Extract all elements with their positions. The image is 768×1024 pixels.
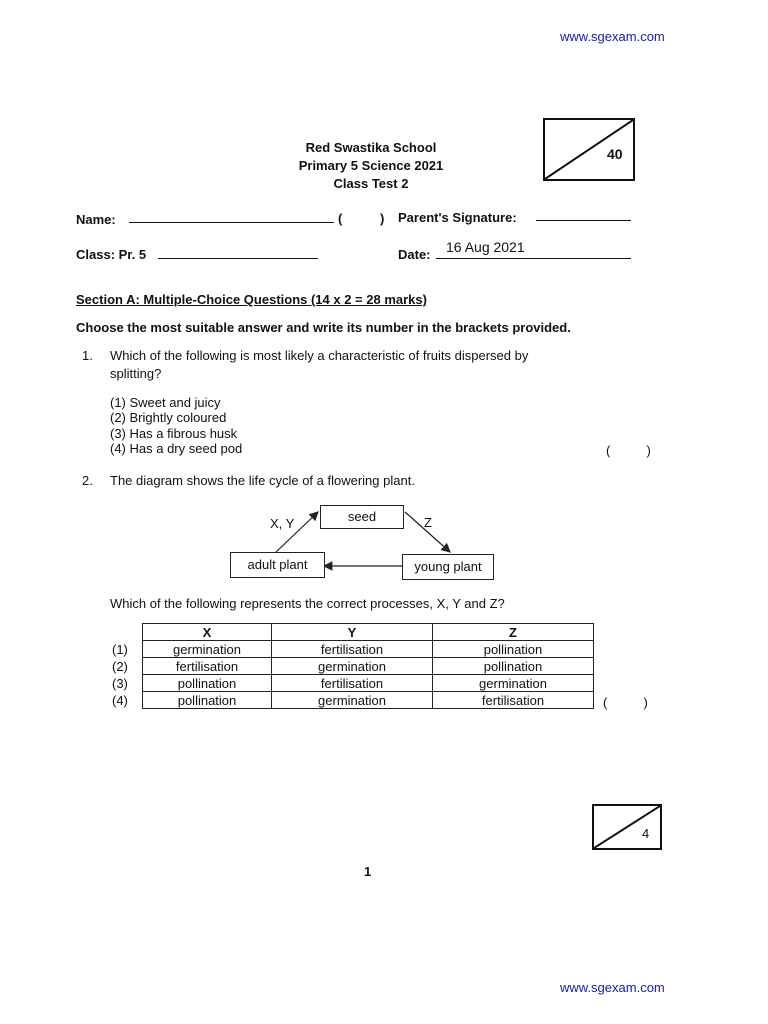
table-header-y: Y xyxy=(272,624,433,641)
table-cell: pollination xyxy=(143,675,272,692)
table-cell: germination xyxy=(272,658,433,675)
site-url-top[interactable]: www.sgexam.com xyxy=(560,29,665,44)
total-marks-box xyxy=(543,118,635,181)
table-row xyxy=(112,675,594,692)
table-row xyxy=(112,641,594,658)
table-cell: fertilisation xyxy=(272,641,433,658)
q2-question: Which of the following represents the correct processes, X, Y and Z? xyxy=(110,596,505,611)
q1-text-line1: Which of the following is most likely a characteristic of fruits dispersed by xyxy=(110,348,529,363)
page-number: 1 xyxy=(364,864,372,879)
q2-text: The diagram shows the life cycle of a flowering plant. xyxy=(110,473,415,488)
site-url-bottom[interactable]: www.sgexam.com xyxy=(560,980,665,995)
table-row xyxy=(112,692,594,709)
table-row-number: (3) xyxy=(112,675,128,691)
q2-options-table xyxy=(112,623,594,709)
table-row-number: (1) xyxy=(112,641,128,657)
table-corner xyxy=(112,624,143,641)
date-field-line[interactable] xyxy=(436,258,631,259)
date-label: Date: xyxy=(398,247,431,262)
total-marks-value: 40 xyxy=(607,146,623,162)
parent-signature-line[interactable] xyxy=(536,220,631,221)
name-label: Name: xyxy=(76,212,116,227)
diagram-adult-plant-box: adult plant xyxy=(230,552,325,578)
class-label: Class: Pr. 5 xyxy=(76,247,147,262)
test-title: Class Test 2 xyxy=(333,176,409,191)
q1-option-2: (2) Brightly coloured xyxy=(110,410,227,425)
q1-text-line2: splitting? xyxy=(110,366,162,381)
date-value: 16 Aug 2021 xyxy=(446,239,525,255)
q1-answer-bracket[interactable]: ( ) xyxy=(606,443,651,458)
life-cycle-diagram xyxy=(228,500,498,585)
subtotal-marks-value: 4 xyxy=(642,826,650,841)
table-header-x: X xyxy=(143,624,272,641)
section-a-instruction: Choose the most suitable answer and write its number in the brackets provided. xyxy=(76,320,571,335)
table-cell: fertilisation xyxy=(433,692,594,709)
school-name: Red Swastika School xyxy=(305,140,437,155)
table-cell: fertilisation xyxy=(143,658,272,675)
table-cell: pollination xyxy=(433,658,594,675)
parent-signature-label: Parent's Signature: xyxy=(398,210,517,225)
table-cell: germination xyxy=(272,692,433,709)
q1-option-1: (1) Sweet and juicy xyxy=(110,395,221,410)
table-header-row xyxy=(112,624,594,641)
diagram-seed-box: seed xyxy=(320,505,404,529)
q2-number: 2. xyxy=(82,473,93,488)
class-field-line[interactable] xyxy=(158,258,318,259)
subtotal-diagonal-icon xyxy=(594,806,660,848)
q1-option-3: (3) Has a fibrous husk xyxy=(110,426,238,441)
diagram-young-plant-box: young plant xyxy=(402,554,494,580)
subtotal-marks-box xyxy=(592,804,662,850)
table-header-z: Z xyxy=(433,624,594,641)
name-field-line[interactable] xyxy=(129,222,334,223)
table-cell: germination xyxy=(433,675,594,692)
q2-answer-bracket[interactable]: ( ) xyxy=(603,695,648,710)
table-cell: pollination xyxy=(143,692,272,709)
diagram-label-xy: X, Y xyxy=(270,516,295,531)
table-row-number: (2) xyxy=(112,658,128,674)
section-a-title: Section A: Multiple-Choice Questions (14 x 2 = 28 marks) xyxy=(76,292,427,307)
table-cell: germination xyxy=(143,641,272,658)
name-bracket-close: ) xyxy=(380,211,385,226)
diagram-label-z: Z xyxy=(424,515,432,530)
table-row-number: (4) xyxy=(112,692,128,708)
table-cell: pollination xyxy=(433,641,594,658)
q1-option-4: (4) Has a dry seed pod xyxy=(110,441,243,456)
table-row xyxy=(112,658,594,675)
name-bracket-open: ( xyxy=(338,211,343,226)
q1-number: 1. xyxy=(82,348,93,363)
table-cell: fertilisation xyxy=(272,675,433,692)
subject-title: Primary 5 Science 2021 xyxy=(298,158,444,173)
